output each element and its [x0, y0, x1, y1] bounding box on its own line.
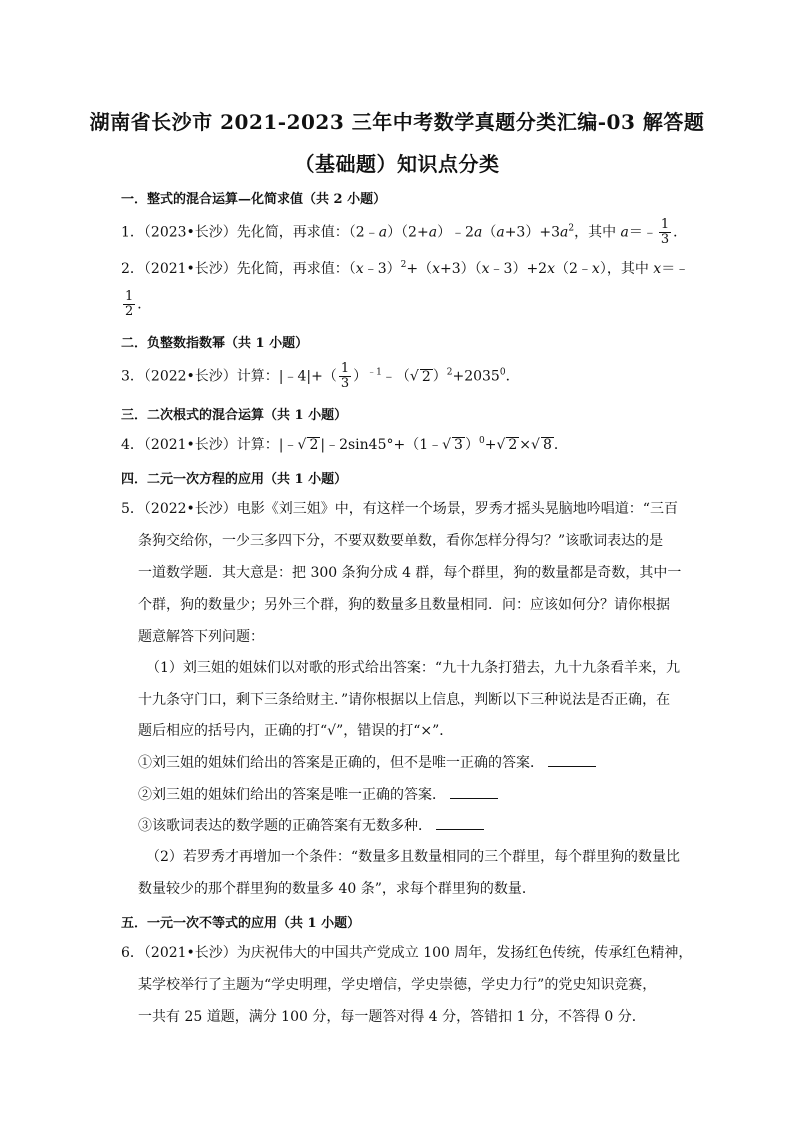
- question-3: 3．（2022•长沙）计算：|﹣4|+（ $\frac{1}{3}$ ）$^{﹣1}$﹣（√ 2 ）$^2+2035^0$．: [121, 361, 520, 391]
- question-2-continued: $\frac{1}{2}$ ．: [125, 289, 152, 319]
- question-4: 4．（2021•长沙）计算：|﹣√ 2 |﹣2sin45°+（1﹣√ 3 ）$^0$+√ 2 ×√ 8 ．: [121, 436, 568, 453]
- answer-blank[interactable]: [450, 786, 498, 799]
- question-6-line-2: 某学校举行了主题为“学史明理，学史增信，学史崇德，学史力行”的党史知识竞赛，: [138, 977, 657, 993]
- document-title-line1: 湖南省长沙市 2021-2023 三年中考数学真题分类汇编-03 解答题: [89, 110, 705, 134]
- question-5-line-4: 个群，狗的数量少；另外三个群，狗的数量多且数量相同．问：应该如何分？请你根据: [138, 597, 670, 613]
- fraction: $\frac{1}{3}$: [340, 361, 350, 391]
- section-heading-3: 三．二次根式的混合运算（共 1 小题）: [121, 408, 348, 423]
- answer-blank[interactable]: [548, 754, 596, 767]
- section-heading-1: 一．整式的混合运算—化简求值（共 2 小题）: [121, 192, 387, 207]
- question-1: 1．（2023•长沙）先化简，再求值：$(2﹣a)(2+a)﹣2a(a+3)+3a^2$，其中 a＝﹣ $\frac{1}{3}$ ．: [121, 217, 688, 247]
- document-title-line2: （基础题）知识点分类: [294, 152, 500, 176]
- section-heading-2: 二．负整数指数幂（共 1 小题）: [121, 336, 309, 351]
- question-5-part-1-line-3: 题后相应的括号内，正确的打“√”，错误的打“×”．: [138, 723, 454, 739]
- question-5-statement-2: ②刘三姐的姐妹们给出的答案是唯一正确的答案．: [138, 784, 498, 804]
- question-5-part-1-line-2: 十九条守门口，剩下三条给财主．”请你根据以上信息，判断以下三种说法是否正确，在: [138, 692, 671, 708]
- question-5-line-3: 一道数学题．其大意是：把 300 条狗分成 4 群，每个群里，狗的数量都是奇数，其中一: [138, 565, 682, 581]
- question-2: 2．（2021•长沙）先化简，再求值：（x﹣3）$^2$+（x+3）（x﹣3）+2x（2﹣x），其中 x＝﹣: [121, 260, 690, 277]
- answer-blank[interactable]: [436, 817, 484, 830]
- question-5-line-1: 5．（2022•长沙）电影《刘三姐》中，有这样一个场景，罗秀才摇头晃脑地吟唱道：“三百: [121, 501, 678, 517]
- question-5-part-2-line-1: （2）若罗秀才再增加一个条件：“数量多且数量相同的三个群里，每个群里狗的数量比: [146, 849, 681, 865]
- question-6-line-1: 6．（2021•长沙）为庆祝伟大的中国共产党成立 100 周年，发扬红色传统，传承红色精神，: [121, 945, 693, 961]
- question-6-line-3: 一共有 25 道题，满分 100 分，每一题答对得 4 分，答错扣 1 分，不答得 0 分．: [138, 1009, 646, 1025]
- section-heading-4: 四．二元一次方程的应用（共 1 小题）: [121, 472, 348, 487]
- fraction: $\frac{1}{3}$: [660, 217, 670, 247]
- question-5-part-1-line-1: （1）刘三姐的姐妹们以对歌的形式给出答案：“九十九条打猎去，九十九条看羊来，九: [146, 660, 681, 676]
- question-5-line-2: 条狗交给你，一少三多四下分，不要双数要单数，看你怎样分得匀？”该歌词表达的是: [138, 533, 664, 549]
- question-5-statement-3: ③该歌词表达的数学题的正确答案有无数多种．: [138, 815, 484, 835]
- question-5-statement-1: ①刘三姐的姐妹们给出的答案是正确的，但不是唯一正确的答案．: [138, 752, 596, 772]
- fraction: $\frac{1}{2}$: [125, 289, 134, 319]
- question-5-line-5: 题意解答下列问题：: [138, 629, 264, 645]
- section-heading-5: 五．一元一次不等式的应用（共 1 小题）: [121, 916, 361, 931]
- question-5-part-2-line-2: 数量较少的那个群里狗的数量多 40 条”，求每个群里狗的数量．: [138, 881, 536, 897]
